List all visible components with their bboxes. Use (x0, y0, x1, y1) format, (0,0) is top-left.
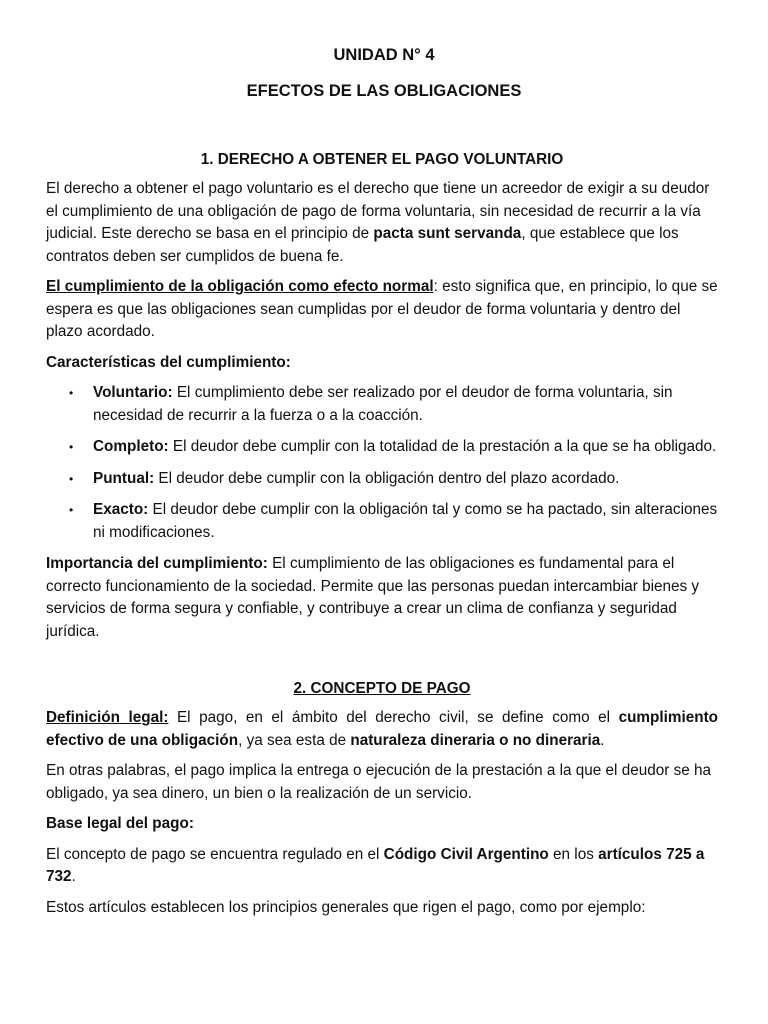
text-span: , ya sea esta de (238, 731, 351, 749)
section-2-heading (46, 679, 718, 699)
definition-paragraph (46, 707, 718, 752)
list-item (69, 436, 718, 459)
unit-title: UNIDAD N° 4 (333, 46, 435, 64)
legal-basis-heading (46, 813, 718, 836)
list-term: Completo: (93, 438, 169, 455)
list-term: Exacto: (93, 501, 149, 518)
section-gap (46, 651, 718, 679)
bullet-icon: • (69, 440, 74, 454)
bold-term: pacta sunt servanda (373, 225, 522, 242)
document-body (46, 150, 718, 927)
legal-basis-paragraph (46, 844, 718, 889)
characteristics-heading (46, 352, 718, 375)
bullet-icon: • (69, 471, 74, 486)
list-text: El deudor debe cumplir con la obligación tal y como se ha pactado, sin alteraciones ni modificaciones. (93, 501, 718, 541)
list-term: Voluntario: (93, 384, 173, 401)
list-item (69, 468, 718, 491)
importance-paragraph (46, 553, 718, 643)
text-span: , que establece que los contratos deben ser cumplidos de buena fe. (46, 225, 679, 265)
text-span: El pago, en el ámbito del derecho civil, se define como el (168, 709, 619, 726)
list-item (69, 499, 718, 544)
bold-term: artículos 725 a 732 (46, 845, 705, 885)
text-span: El concepto de pago se encuentra regulado en el (46, 845, 384, 863)
bullet-icon: • (69, 503, 74, 517)
other-words-paragraph: En otras palabras, el pago implica la entrega o ejecución de la prestación a la que el deudor se ha obligado, ya sea dinero, un bien o la realización de un servicio. (46, 762, 711, 802)
bold-term: Código Civil Argentino (383, 845, 549, 863)
list-text: El deudor debe cumplir con la totalidad de la prestación a la que se ha obligado. (168, 438, 717, 455)
bold-heading: Base legal del pago: (46, 815, 194, 832)
section-1-heading: 1. DERECHO A OBTENER EL PAGO VOLUNTARIO (200, 151, 564, 168)
list-text: El cumplimiento debe ser realizado por el deudor de forma voluntaria, sin necesidad de recurrir a la fuerza o a la coacción. (93, 384, 673, 424)
underlined-bold-lead: Definición legal: (46, 709, 169, 726)
list-item (69, 382, 718, 427)
document-title: EFECTOS DE LAS OBLIGACIONES (246, 82, 522, 100)
text-span: El derecho a obtener el pago voluntario es el derecho que tiene un acreedor de exigir a su deudor el cumplimiento de una obligación de pago de forma voluntaria, sin necesidad de recurrir a la vía judicial. Este derecho se basa en el principio de (46, 180, 710, 242)
normal-effect-paragraph (46, 276, 718, 344)
text-span: . (71, 868, 76, 885)
text-span: . (600, 731, 605, 749)
articles-paragraph: Estos artículos establecen los principios generales que rigen el pago, como por ejemplo: (46, 898, 646, 916)
section-1-paragraph (46, 178, 718, 268)
bullet-icon: • (69, 386, 74, 400)
text-span: El cumplimiento de las obligaciones es fundamental para el correcto funcionamiento de la sociedad. Permite que las personas puedan intercambiar bienes y servicios de forma segura y confiable, y contribuye a crear un clima de confianza y seguridad jurídica. (46, 555, 700, 640)
underlined-heading: 2. CONCEPTO DE PAGO (293, 680, 471, 697)
text-span: en los (548, 845, 599, 863)
bold-lead: Importancia del cumplimiento: (46, 555, 268, 572)
list-term: Puntual: (93, 469, 155, 487)
underlined-bold-lead: El cumplimiento de la obligación como efecto normal (46, 278, 434, 295)
text-span: : esto significa que, en principio, lo que se espera es que las obligaciones sean cumplidas por el deudor de forma voluntaria y dentro del plazo acordado. (46, 278, 718, 340)
bold-term: naturaleza dineraria o no dineraria (350, 731, 601, 749)
bold-heading: Características del cumplimiento: (46, 353, 291, 371)
characteristics-list (46, 382, 718, 544)
list-text: El deudor debe cumplir con la obligación dentro del plazo acordado. (154, 469, 620, 487)
bold-term: cumplimiento efectivo de una obligación (46, 709, 719, 749)
